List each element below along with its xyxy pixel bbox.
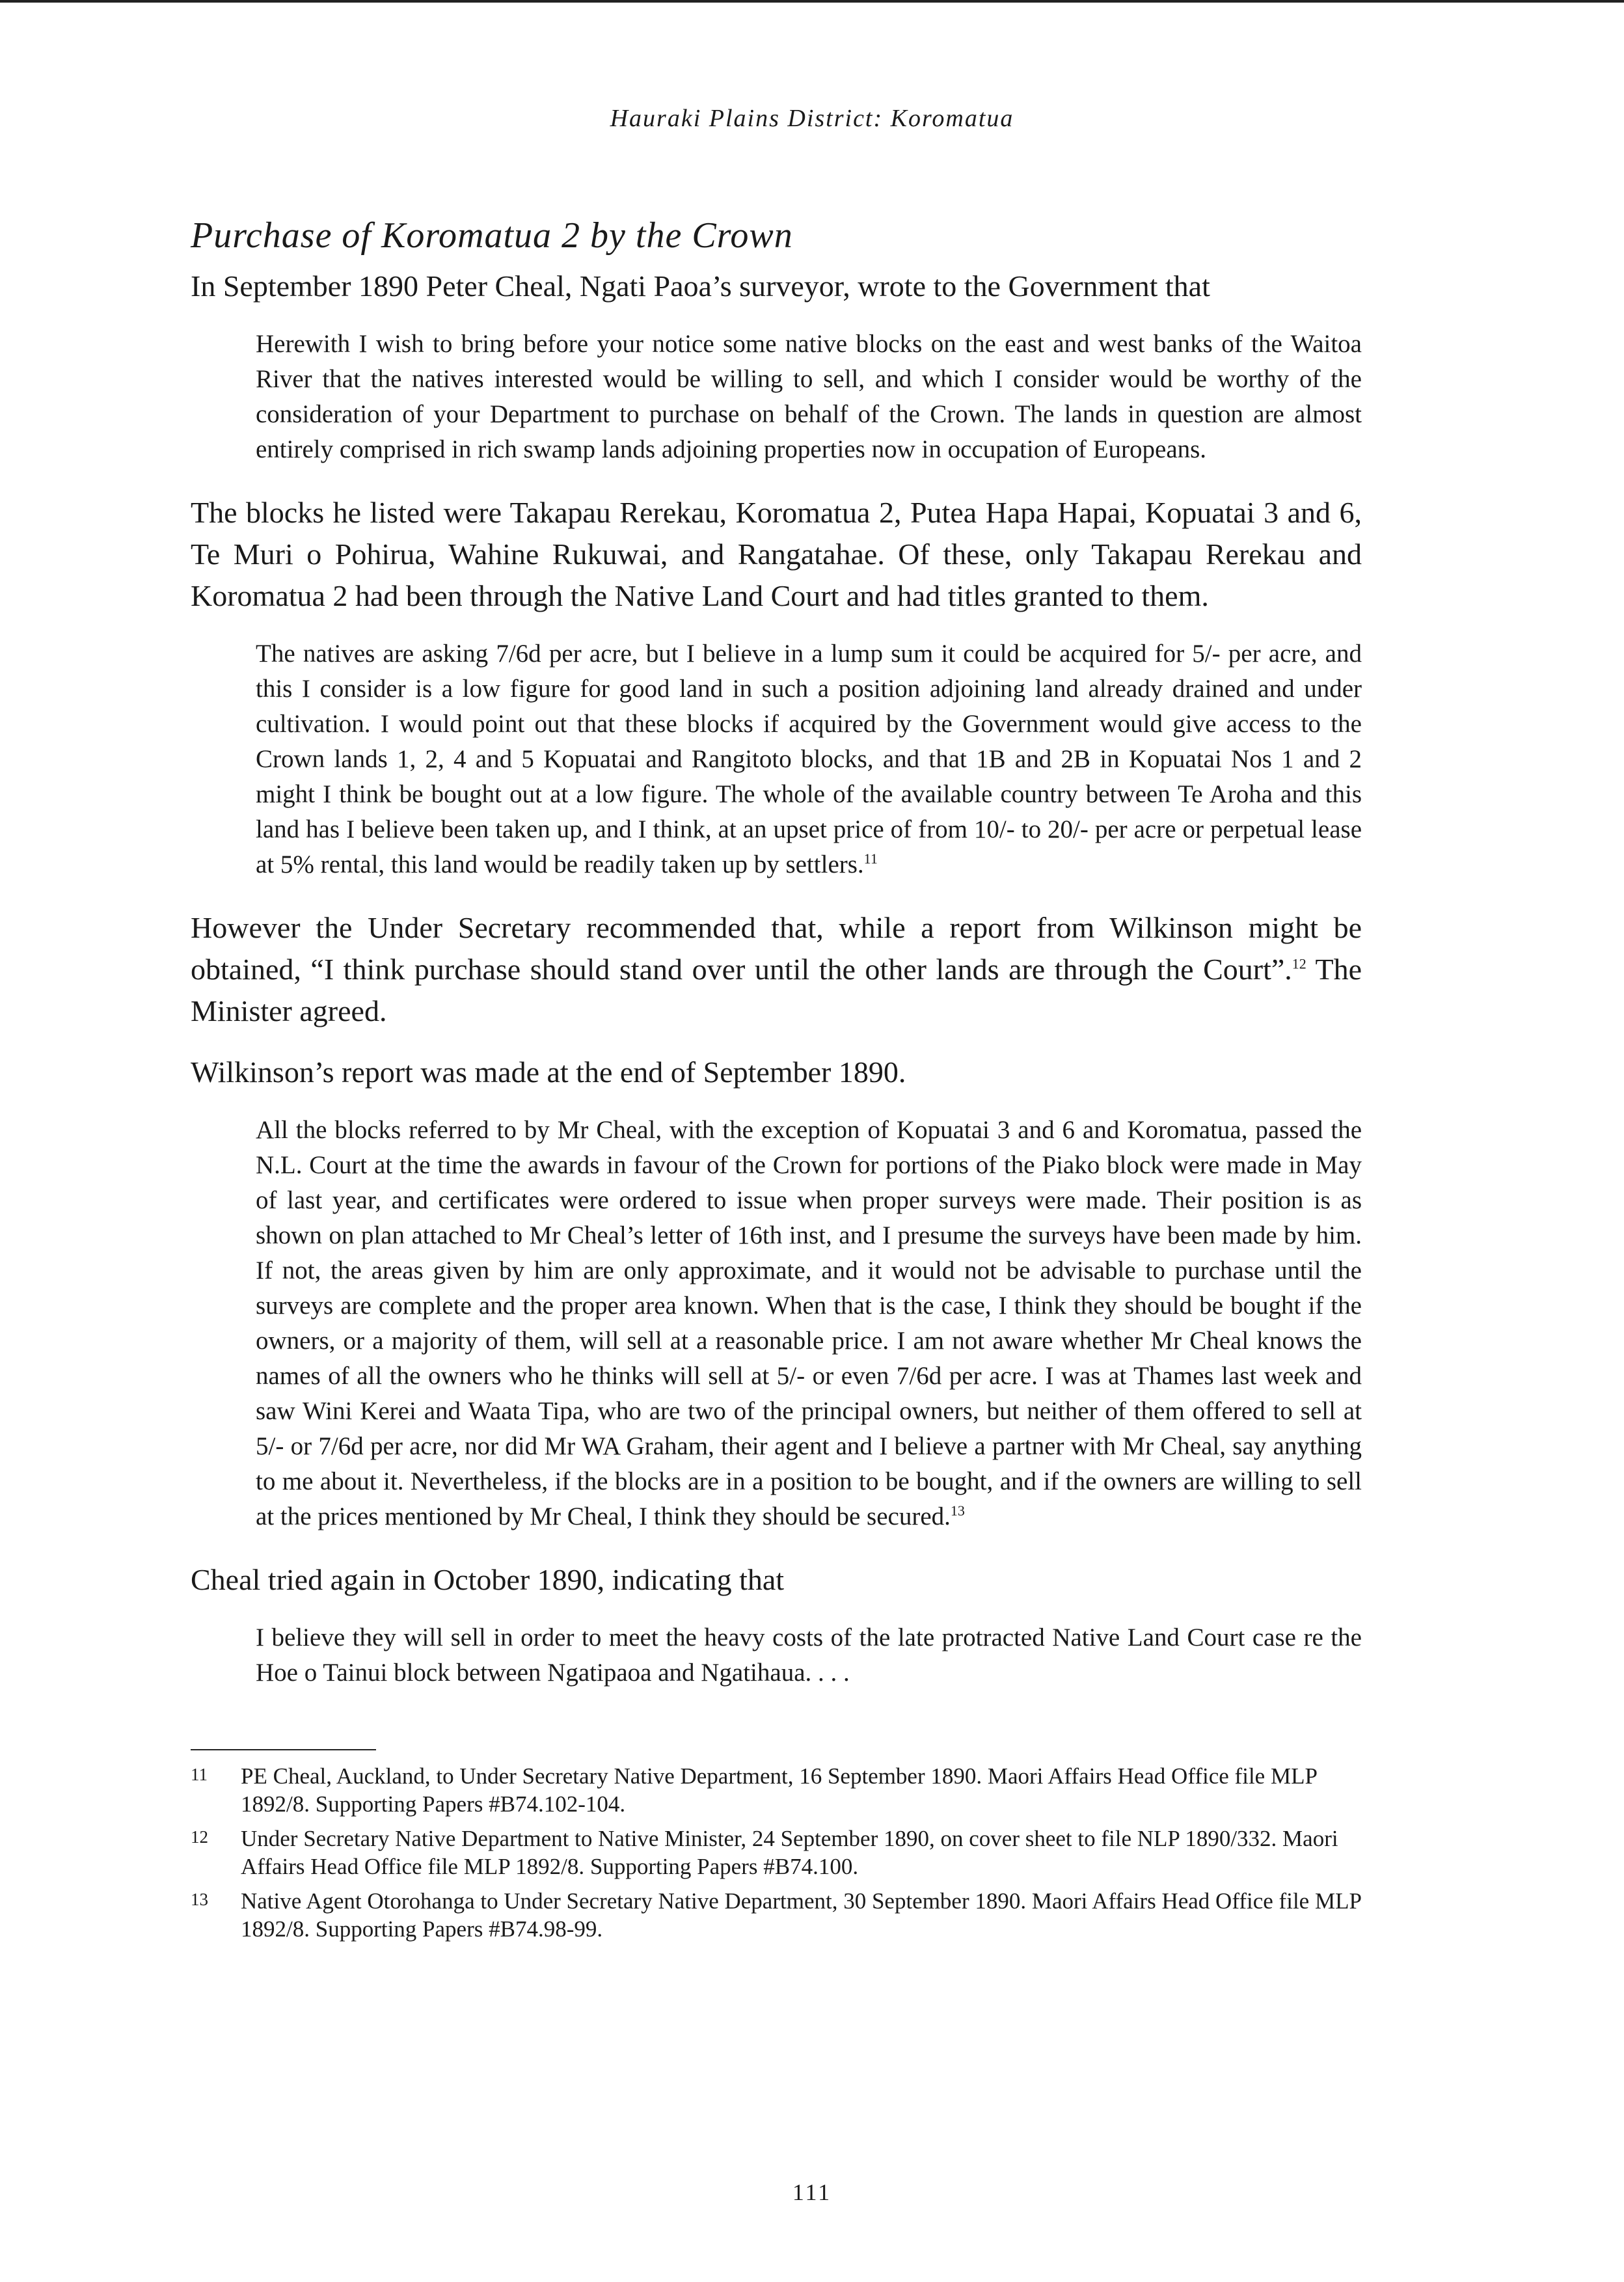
block-quote-2: [256, 636, 1362, 882]
footnote-ref-13: 13: [950, 1502, 965, 1519]
block-quote-1: Herewith I wish to bring before your notice some native blocks on the east and west banks of the Waitoa River that the natives interested would be willing to sell, and which I consider would be worthy of the consideration of your Department to purchase on behalf of the Crown. The lands in question are almost entirely comprised in rich swamp lands adjoining properties now in occupation of Europeans.: [256, 330, 1362, 463]
footnote-ref-12: 12: [1292, 955, 1306, 972]
paragraph-2: The blocks he listed were Takapau Rerekau, Koromatua 2, Putea Hapa Hapai, Kopuatai 3 and 6, Te Muri o Pohirua, Wahine Rukuwai, and Rangatahae. Of these, only Takapau Rerekau and Koromatua 2 had been through the Native Land Court and had titles granted to them.: [191, 496, 1362, 612]
running-head: Hauraki Plains District: Koromatua: [610, 105, 1014, 132]
paragraph-3-text: However the Under Secretary recommended that, while a report from Wilkinson might be obtained, “I think purchase should stand over until the other lands are through the Court”.: [191, 911, 1362, 986]
block-quote-2-text: The natives are asking 7/6d per acre, but I believe in a lump sum it could be acquired for 5/- per acre, and this I consider is a low figure for good land in such a position adjoining land already drained and under cultivation. I would point out that these blocks if acquired by the Government would give access to the Crown lands 1, 2, 4 and 5 Kopuatai and Rangitoto blocks, and that 1B and 2B in Kopuatai Nos 1 and 2 might I think be bought out at a low figure. The whole of the available country between Te Aroha and this land has I believe been taken up, and I think, at an upset price of from 10/- to 20/- per acre or perpetual lease at 5% rental, this land would be readily taken up by settlers.: [256, 640, 1362, 878]
paragraph-3-tail: The Minister agreed.: [191, 953, 1362, 1027]
footnote-ref-11: 11: [863, 850, 878, 867]
block-quote-3: [256, 1113, 1362, 1534]
footnote-13: [191, 1887, 1362, 1943]
section-title: Purchase of Koromatua 2 by the Crown: [191, 215, 793, 256]
page-number: 111: [792, 2179, 832, 2205]
footnote-text: Native Agent Otorohanga to Under Secretary Native Department, 30 September 1890. Maori Affairs Head Office file MLP 1892/8. Supporting Papers #B74.98-99.: [241, 1888, 1361, 1942]
footnote-number: 13: [191, 1890, 208, 1909]
footnote-12: [191, 1825, 1362, 1881]
paragraph-5: Cheal tried again in October 1890, indicating that: [191, 1563, 785, 1596]
top-rule: [0, 0, 1624, 3]
block-quote-4: I believe they will sell in order to meet the heavy costs of the late protracted Native Land Court case re the Hoe o Tainui block between Ngatipaoa and Ngatihaua. . . .: [256, 1623, 1362, 1687]
page-content: [191, 215, 1362, 1949]
footnote-separator: [191, 1749, 376, 1750]
block-quote-3-text: All the blocks referred to by Mr Cheal, with the exception of Kopuatai 3 and 6 and Koromatua, passed the N.L. Court at the time the awards in favour of the Crown for portions of the Piako block were made in May of last year, and certificates were ordered to issue when proper surveys were made. Their position is as shown on plan attached to Mr Cheal’s letter of 16th inst, and I presume the surveys have been made by him. If not, the areas given by him are only approximate, and it would not be advisable to purchase until the surveys are complete and the proper area known. When that is the case, I think they should be bought if the owners, or a majority of them, will sell at a reasonable price. I am not aware whether Mr Cheal knows the names of all the owners who he thinks will sell at 5/- or even 7/6d per acre. I was at Thames last week and saw Wini Kerei and Waata Tipa, who are two of the principal owners, but neither of them offered to sell at 5/- or 7/6d per acre, nor did Mr WA Graham, their agent and I believe a partner with Mr Cheal, say anything to me about it. Nevertheless, if the blocks are in a position to be bought, and if the owners are willing to sell at the prices mentioned by Mr Cheal, I think they should be secured.: [256, 1116, 1362, 1530]
footnote-text: PE Cheal, Auckland, to Under Secretary Native Department, 16 September 1890. Maori Affairs Head Office file MLP 1892/8. Supporting Papers #B74.102-104.: [241, 1763, 1317, 1817]
footnote-number: 12: [191, 1827, 208, 1847]
footnote-text: Under Secretary Native Department to Native Minister, 24 September 1890, on cover sheet to file NLP 1890/332. Maori Affairs Head Office file MLP 1892/8. Supporting Papers #B74.100.: [241, 1826, 1338, 1879]
paragraph-4: Wilkinson’s report was made at the end of September 1890.: [191, 1055, 906, 1089]
paragraph-3: [191, 907, 1362, 1032]
footnote-number: 11: [191, 1765, 208, 1784]
footnote-11: [191, 1762, 1362, 1818]
paragraph-1: In September 1890 Peter Cheal, Ngati Paoa’s surveyor, wrote to the Government that: [191, 269, 1210, 303]
footnotes: [191, 1762, 1362, 1943]
